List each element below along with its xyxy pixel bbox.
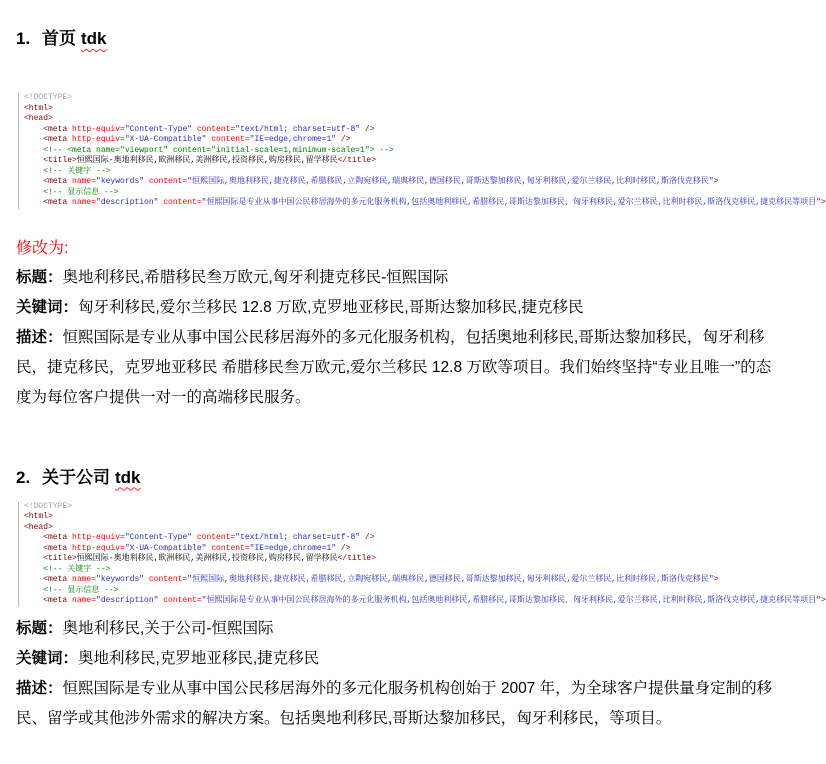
section-2-title-tdk: tdk — [115, 467, 141, 487]
revise-label: 修改为: — [16, 239, 69, 257]
section-homepage-tdk — [16, 28, 826, 413]
section-2-title: 关于公司 — [42, 467, 110, 487]
keywords-field-value: 奥地利移民,克罗地亚移民,捷克移民 — [78, 649, 320, 667]
description-field-value: 恒熙国际是专业从事中国公民移居海外的多元化服务机构创始于 2007 年，为全球客户提供量身定制的移民、留学或其他涉外需求的解决方案。包括奥地利移民,哥斯达黎加移民，匈牙利移民，等项目。 — [16, 679, 773, 727]
section-1-heading — [16, 28, 784, 50]
description-field-label: 描述： — [16, 679, 63, 697]
section-2-fields — [16, 614, 784, 734]
keywords-field-label: 关键词： — [16, 298, 79, 316]
title-field-value: 奥地利移民,关于公司-恒熙国际 — [62, 619, 274, 637]
section-2-number: 2. — [16, 467, 31, 487]
section-2-heading — [16, 467, 784, 489]
keywords-field-value: 匈牙利移民,爱尔兰移民 12.8 万欧,克罗地亚移民,哥斯达黎加移民,捷克移民 — [78, 298, 584, 316]
section-about-tdk — [16, 467, 826, 734]
description-field-label: 描述： — [16, 328, 63, 346]
description-field-value: 恒熙国际是专业从事中国公民移居海外的多元化服务机构，包括奥地利移民,哥斯达黎加移民，匈牙利移民，捷克移民，克罗地亚移民 希腊移民叁万欧元,爱尔兰移民 12.8 万欧等项目。我们始终坚持“专业且唯一”的态度为每位客户提供一对一的高端移民服务。 — [16, 328, 772, 406]
title-field — [16, 614, 784, 644]
keywords-field — [16, 293, 784, 323]
title-field-label: 标题： — [16, 619, 63, 637]
html-source-snippet-about: <!DOCTYPE> <html> <head> <meta http-equiv="Content-Type" content="text/html; charset=utf-8" /> <meta http-equiv="X-UA-Compatible" content="IE=edge,chrome=1" /> <title>恒熙国际-奥地利移民,欧洲移民,美洲移民,投资移民,购房移民,留学移民</title> <!-- 关键字 --> <meta name="keywords" content="恒熙国际,奥地利移民,捷克移民,希腊移民,立陶宛移民,瑞典移民,德国移民,哥斯达黎加移民,匈牙利移民,爱尔兰移民,比利时移民,斯洛伐克移民"> <!-- 显示信息 --> <meta name="description" content="恒熙国际是专业从事中国公民移居海外的多元化服务机构,包括奥地利移民,希腊移民,哥斯达黎加移民，匈牙利移民,爱尔兰移民,比利时移民,斯洛伐克移民,捷克移民等项目"> — [18, 502, 796, 607]
title-field-label: 标题： — [16, 268, 63, 286]
title-field — [16, 263, 784, 293]
keywords-field-label: 关键词： — [16, 649, 79, 667]
section-1-title-tdk: tdk — [81, 29, 107, 48]
description-field — [16, 323, 784, 413]
section-1-fields — [16, 263, 784, 413]
title-field-value: 奥地利移民,希腊移民叁万欧元,匈牙利捷克移民-恒熙国际 — [62, 268, 449, 286]
html-source-snippet-homepage: <!DOCTYPE> <html> <head> <meta http-equiv="Content-Type" content="text/html; charset=utf-8" /> <meta http-equiv="X-UA-Compatible" content="IE=edge,chrome=1" /> <!-- <meta name="viewport" content="initial-scale=1,minimum-scale=1"> --> <title>恒熙国际-奥地利移民,欧洲移民,美洲移民,投资移民,购房移民,留学移民</title> <!-- 关键字 --> <meta name="keywords" content="恒熙国际,奥地利移民,捷克移民,希腊移民,立陶宛移民,瑞典移民,德国移民,哥斯达黎加移民,匈牙利移民,爱尔兰移民,比利时移民,斯洛伐克移民"> <!-- 显示信息 --> <meta name="description" content="恒熙国际是专业从事中国公民移居海外的多元化服务机构,包括奥地利移民,希腊移民,哥斯达黎加移民，匈牙利移民,爱尔兰移民,比利时移民,斯洛伐克移民,捷克移民等项目"> — [18, 93, 796, 209]
description-field — [16, 674, 784, 734]
keywords-field — [16, 644, 784, 674]
section-1-number: 1. — [16, 29, 31, 48]
section-1-title: 首页 — [42, 29, 76, 48]
